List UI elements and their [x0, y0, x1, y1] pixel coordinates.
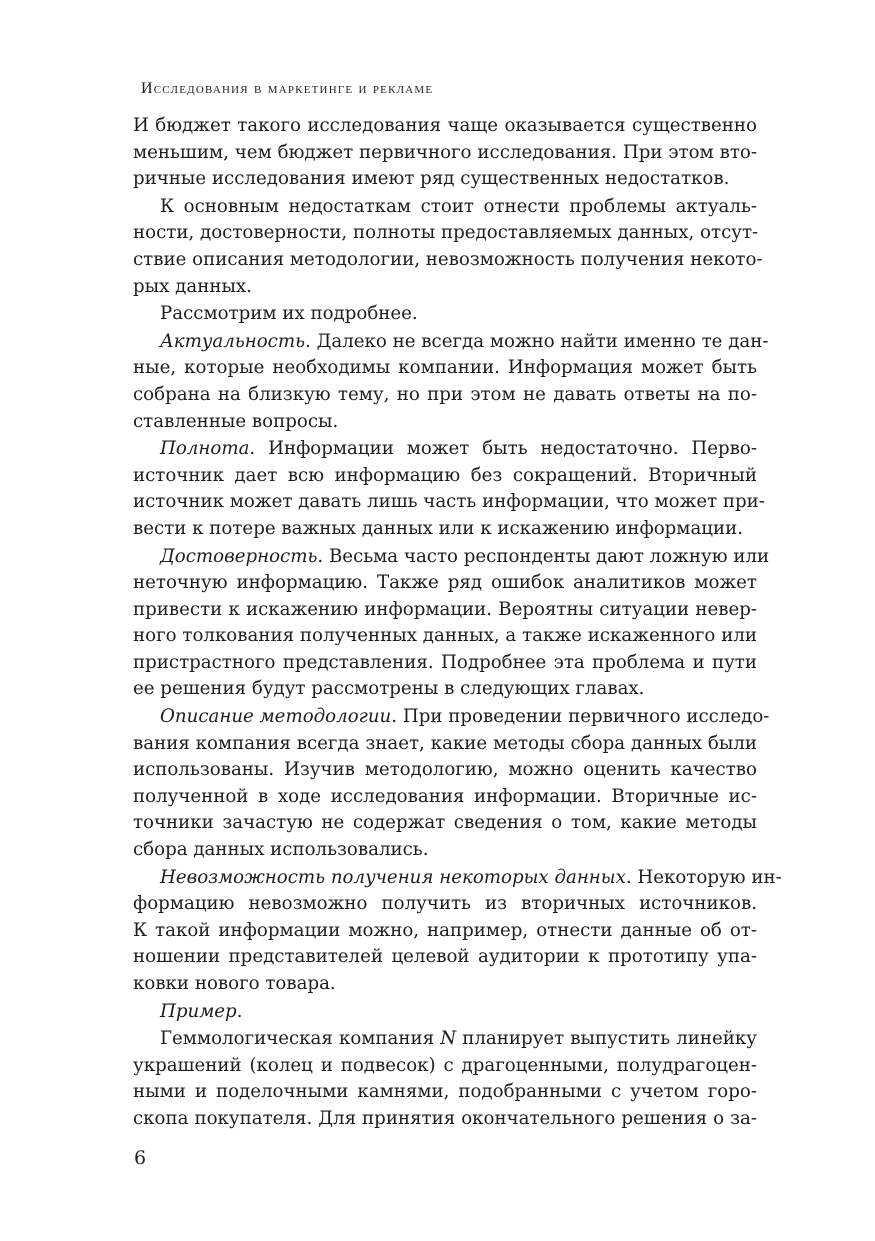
text-line: рых данных. — [133, 275, 252, 297]
text-line: ношении представителей целевой аудитории к прототипу упа- — [133, 946, 757, 968]
text-line: формацию невозможно получить из вторичных источников. — [133, 893, 757, 915]
text-line — [133, 865, 782, 892]
text-line: вести к потере важных данных или к искажению информации. — [133, 517, 744, 539]
text-line: полученной в ходе исследования информации. Вторичные ис- — [133, 785, 757, 807]
text-line — [133, 1026, 757, 1053]
term-italic: Описание методологии — [160, 706, 392, 728]
text-run: . Некоторую ин- — [625, 866, 782, 888]
text-line: ричные исследования имеют ряд существенных недостатков. — [133, 168, 730, 190]
text-line: ковки нового товара. — [133, 973, 336, 994]
text-run: планирует выпустить линейку — [456, 1028, 757, 1050]
paragraph — [133, 436, 765, 542]
text-line: ными и поделочными камнями, подобранными с учетом горо- — [133, 1081, 757, 1103]
paragraph — [133, 865, 782, 998]
paragraph — [133, 329, 769, 435]
paragraph — [133, 301, 757, 328]
text-line: ставленные вопросы. — [133, 410, 339, 432]
text-line: ности, достоверности, полноты предоставляемых данных, отсут- — [133, 222, 759, 244]
text-line: вания компания всегда знает, какие методы сбора данных были — [133, 732, 757, 754]
text-line — [133, 999, 757, 1026]
paragraph — [133, 544, 770, 704]
text-line: точники зачастую не содержат сведения о том, какие методы — [133, 812, 757, 834]
text-line — [133, 704, 770, 731]
text-line: собрана на близкую тему, но при этом не давать ответы на по- — [133, 383, 757, 405]
text-line: К основным недостаткам стоит отнести проблемы актуаль- — [160, 195, 757, 217]
text-line: ее решения будут рассмотрены в следующих главах. — [133, 678, 645, 700]
text-line: меньшим, чем бюджет первичного исследования. При этом вто- — [133, 141, 757, 163]
text-line: ствие описания методологии, невозможность получения некото- — [133, 248, 763, 270]
text-line: К такой информации можно, например, отнести данные об от- — [133, 919, 757, 941]
paragraph — [133, 704, 770, 864]
paragraph — [133, 194, 763, 300]
text-line: Рассмотрим их подробнее. — [160, 303, 418, 325]
paragraph — [133, 1026, 757, 1132]
company-letter-italic: N — [440, 1028, 457, 1050]
term-italic: Невозможность получения некоторых данных — [160, 866, 626, 888]
text-run: Геммологическая компания — [160, 1028, 441, 1050]
text-line — [133, 436, 757, 463]
text-line: ные, которые необходимы компании. Информация может быть — [133, 357, 757, 379]
text-line: И бюджет такого исследования чаще оказывается существенно — [133, 115, 757, 136]
text-line: неточную информацию. Также ряд ошибок аналитиков может — [133, 572, 757, 594]
text-line: скопа покупателя. Для принятия окончательного решения о за- — [133, 1107, 757, 1129]
term-italic: Достоверность — [160, 545, 318, 567]
text-line: пристрастного представления. Подробнее эта проблема и пути — [133, 651, 757, 673]
text-line — [133, 544, 770, 571]
text-line: источник дает всю информацию без сокращений. Вторичный — [133, 464, 757, 486]
text-run: . — [236, 1000, 243, 1022]
paragraph — [133, 999, 757, 1026]
paragraph — [133, 113, 757, 193]
text-run: . Информации может быть недостаточно. Перво- — [249, 438, 757, 460]
body-text — [133, 113, 782, 1134]
text-line: привести к искажению информации. Вероятны ситуации невер- — [133, 598, 757, 620]
text-line: сбора данных использовались. — [133, 839, 429, 861]
term-italic: Пример — [160, 1000, 237, 1022]
text-line: ного толкования полученных данных, а также искаженного или — [133, 625, 757, 647]
text-line: источник может давать лишь часть информации, что может при- — [133, 491, 765, 513]
running-head: Исследования в маркетинге и рекламе — [141, 80, 434, 97]
page-number: 6 — [134, 1147, 147, 1169]
text-run: . Далеко не всегда можно найти именно те дан- — [305, 330, 769, 352]
term-italic: Полнота — [160, 438, 250, 460]
text-line — [133, 329, 769, 356]
term-italic: Актуальность — [160, 330, 306, 352]
text-line: украшений (колец и подвесок) с драгоценными, полудрагоцен- — [133, 1054, 757, 1076]
text-run: . Весьма часто респонденты дают ложную или — [317, 545, 770, 567]
text-line: использованы. Изучив методологию, можно оценить качество — [133, 759, 757, 781]
text-run: . При проведении первичного исследо- — [391, 706, 770, 728]
